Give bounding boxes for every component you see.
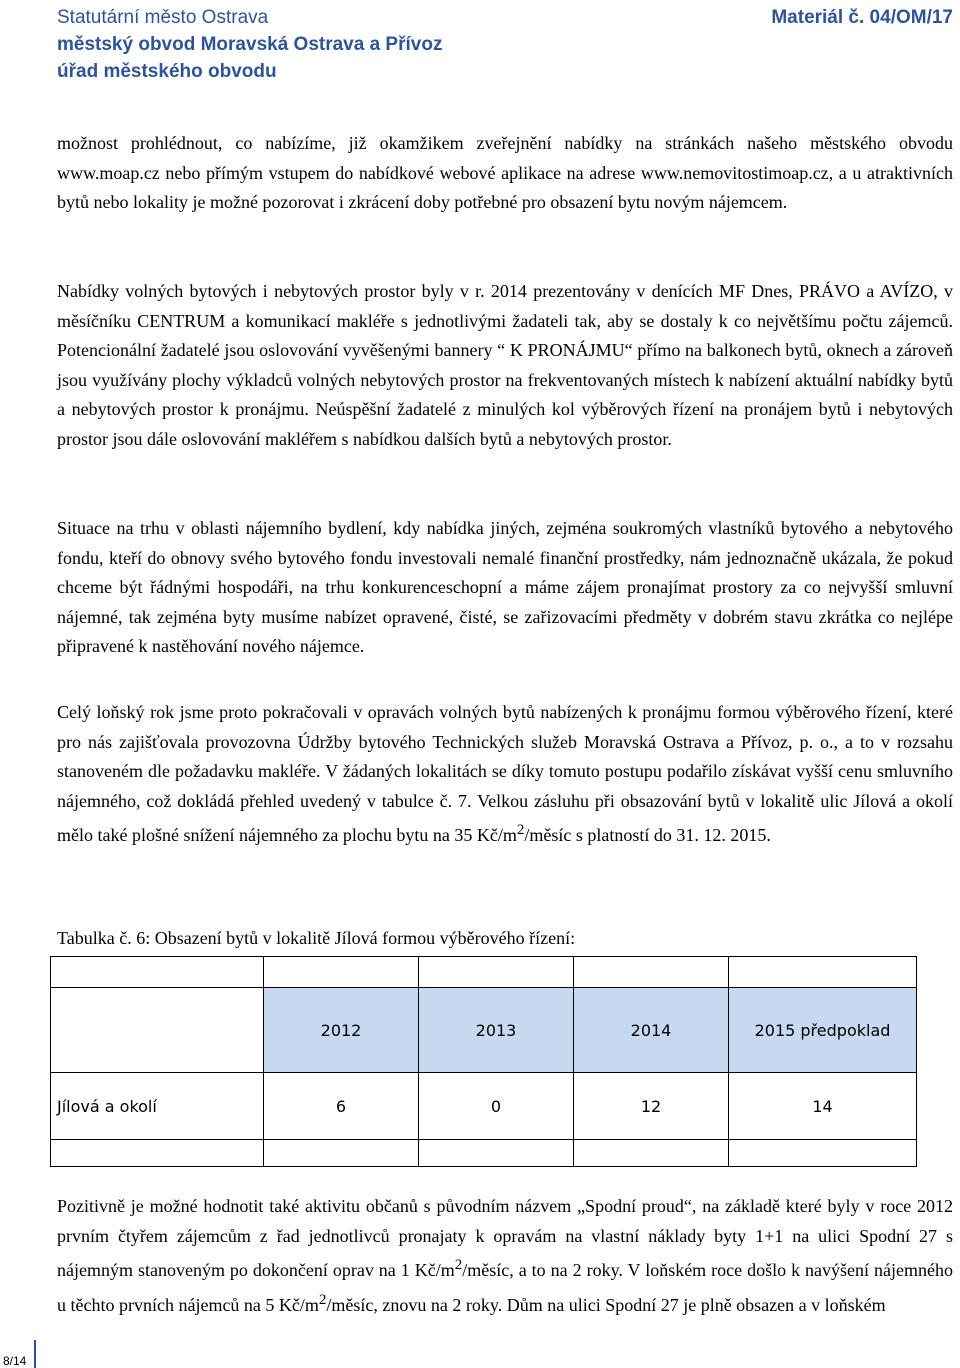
column-header-2013: 2013 bbox=[419, 988, 574, 1073]
table-corner-cell bbox=[51, 988, 264, 1073]
superscript: 2 bbox=[318, 1291, 327, 1308]
table-cell bbox=[419, 957, 574, 988]
paragraph-text bbox=[57, 698, 953, 851]
paragraph-text: Situace na trhu v oblasti nájemního bydlení, kdy nabídka jiných, zejména soukromých vlastníků bytového a nebytového fondu, kteří do obnovy svého bytového fondu investovali nemalé finanční prostředky, nám jednoznačně ukázala, že pokud chceme být řádnými hospodáři, na trhu konkurenceschopní a máme zájem pronajímat prostory za co nejvyšší smluvní nájemné, tak zejména byty musíme nabízet opravené, čisté, se zařizovacími předměty v dobrém stavu zkrátka co nejlépe připravené k nastěhování nového nájemce. bbox=[57, 518, 953, 657]
occupancy-table bbox=[50, 956, 917, 1167]
value-2014: 12 bbox=[574, 1073, 729, 1140]
table-cell bbox=[51, 1140, 264, 1167]
paragraph-website bbox=[57, 129, 953, 218]
paragraph-market bbox=[57, 514, 953, 662]
header-office: úřad městského obvodu bbox=[57, 61, 277, 82]
table-bottom-row bbox=[51, 1140, 917, 1167]
table-cell bbox=[264, 1140, 419, 1167]
table-cell bbox=[264, 957, 419, 988]
table-cell bbox=[729, 1140, 917, 1167]
paragraph-part-b: /měsíc, a to na 2 roky. V loňském roce došlo k navýšení nájemného u těchto prvních nájemců na 5 Kč/m bbox=[57, 1260, 953, 1315]
table-top-row bbox=[51, 957, 917, 988]
page-marker bbox=[34, 1340, 36, 1368]
page-number: 8/14 bbox=[3, 1354, 27, 1368]
material-number: Materiál č. 04/OM/17 bbox=[771, 7, 953, 28]
row-label: Jílová a okolí bbox=[51, 1073, 264, 1140]
value-2013: 0 bbox=[419, 1073, 574, 1140]
paragraph-repairs bbox=[57, 698, 953, 851]
table-cell bbox=[51, 957, 264, 988]
table-cell bbox=[729, 957, 917, 988]
paragraph-part-c: /měsíc, znovu na 2 roky. Dům na ulici Spodní 27 je plně obsazen a v loňském bbox=[326, 1294, 886, 1315]
value-2012: 6 bbox=[264, 1073, 419, 1140]
column-header-2014: 2014 bbox=[574, 988, 729, 1073]
table-cell bbox=[419, 1140, 574, 1167]
superscript: 2 bbox=[454, 1257, 463, 1274]
table-caption: Tabulka č. 6: Obsazení bytů v lokalitě Jílová formou výběrového řízení: bbox=[57, 928, 576, 948]
paragraph-text bbox=[57, 1192, 953, 1320]
column-header-2012: 2012 bbox=[264, 988, 419, 1073]
paragraph-end: /měsíc s platností do 31. 12. 2015. bbox=[524, 825, 771, 846]
table-header-row bbox=[51, 988, 917, 1073]
superscript: 2 bbox=[516, 822, 525, 839]
value-2015: 14 bbox=[729, 1073, 917, 1140]
paragraph-part-a: Pozitivně je možné hodnotit také aktivitu občanů s původním názvem „Spodní proud“, na základě které byly v roce 2012 prvním čtyřem zájemcům z řad jednotlivců pronajaty k opravám na vlastní náklady byty 1+1 na ulici Spodní 27 s nájemným stanoveným po dokončení oprav na 1 Kč/m bbox=[57, 1196, 953, 1281]
table-row bbox=[51, 1073, 917, 1140]
table-cell bbox=[574, 957, 729, 988]
paragraph-advertising bbox=[57, 277, 953, 455]
header-city: Statutární město Ostrava bbox=[57, 7, 269, 28]
column-header-2015: 2015 předpoklad bbox=[729, 988, 917, 1073]
header-district: městský obvod Moravská Ostrava a Přívoz bbox=[57, 34, 443, 55]
document-header bbox=[57, 4, 957, 85]
paragraph-text: Nabídky volných bytových i nebytových prostor byly v r. 2014 prezentovány v denících MF Dnes, PRÁVO a AVÍZO, v měsíčníku CENTRUM a komunikací makléře s jednotlivými žadateli tak, aby se dostaly k co největšímu počtu zájemců. Potencionální žadatelé jsou oslovování vyvěšenými bannery “ K PRONÁJMU“ přímo na balkonech bytů, oknech a zároveň jsou využívány plochy výkladců volných nebytových prostor na frekventovaných místech k nabízení aktuální nabídky bytů a nebytových prostor k pronájmu. Neúspěšní žadatelé z minulých kol výběrových řízení na pronájem bytů i nebytových prostor jsou dále oslovování makléřem s nabídkou dalších bytů a nebytových prostor. bbox=[57, 281, 953, 449]
table-cell bbox=[574, 1140, 729, 1167]
paragraph-text: možnost prohlédnout, co nabízíme, již okamžikem zveřejnění nabídky na stránkách našeho městského obvodu www.moap.cz nebo přímým vstupem do nabídkové webové aplikace na adrese www.nemovitostimoap.cz, a u atraktivních bytů nebo lokality je možné pozorovat i zkrácení doby potřebné pro obsazení bytu novým nájemcem. bbox=[57, 133, 953, 213]
paragraph-spodni-proud bbox=[57, 1192, 953, 1320]
paragraph-main: Celý loňský rok jsme proto pokračovali v opravách volných bytů nabízených k pronájmu formou výběrového řízení, které pro nás zajišťovala provozovna Údržby bytového Technických služeb Moravská Ostrava a Přívoz, p. o., a to v rozsahu stanoveném dle požadavku makléře. V žádaných lokalitách se díky tomuto postupu podařilo získávat vyšší cenu smluvního nájemného, což dokládá přehled uvedený v tabulce č. 7. Velkou zásluhu při obsazování bytů v lokalitě ulic Jílová a okolí mělo také plošné snížení nájemného za plochu bytu na 35 Kč/m bbox=[57, 702, 953, 846]
